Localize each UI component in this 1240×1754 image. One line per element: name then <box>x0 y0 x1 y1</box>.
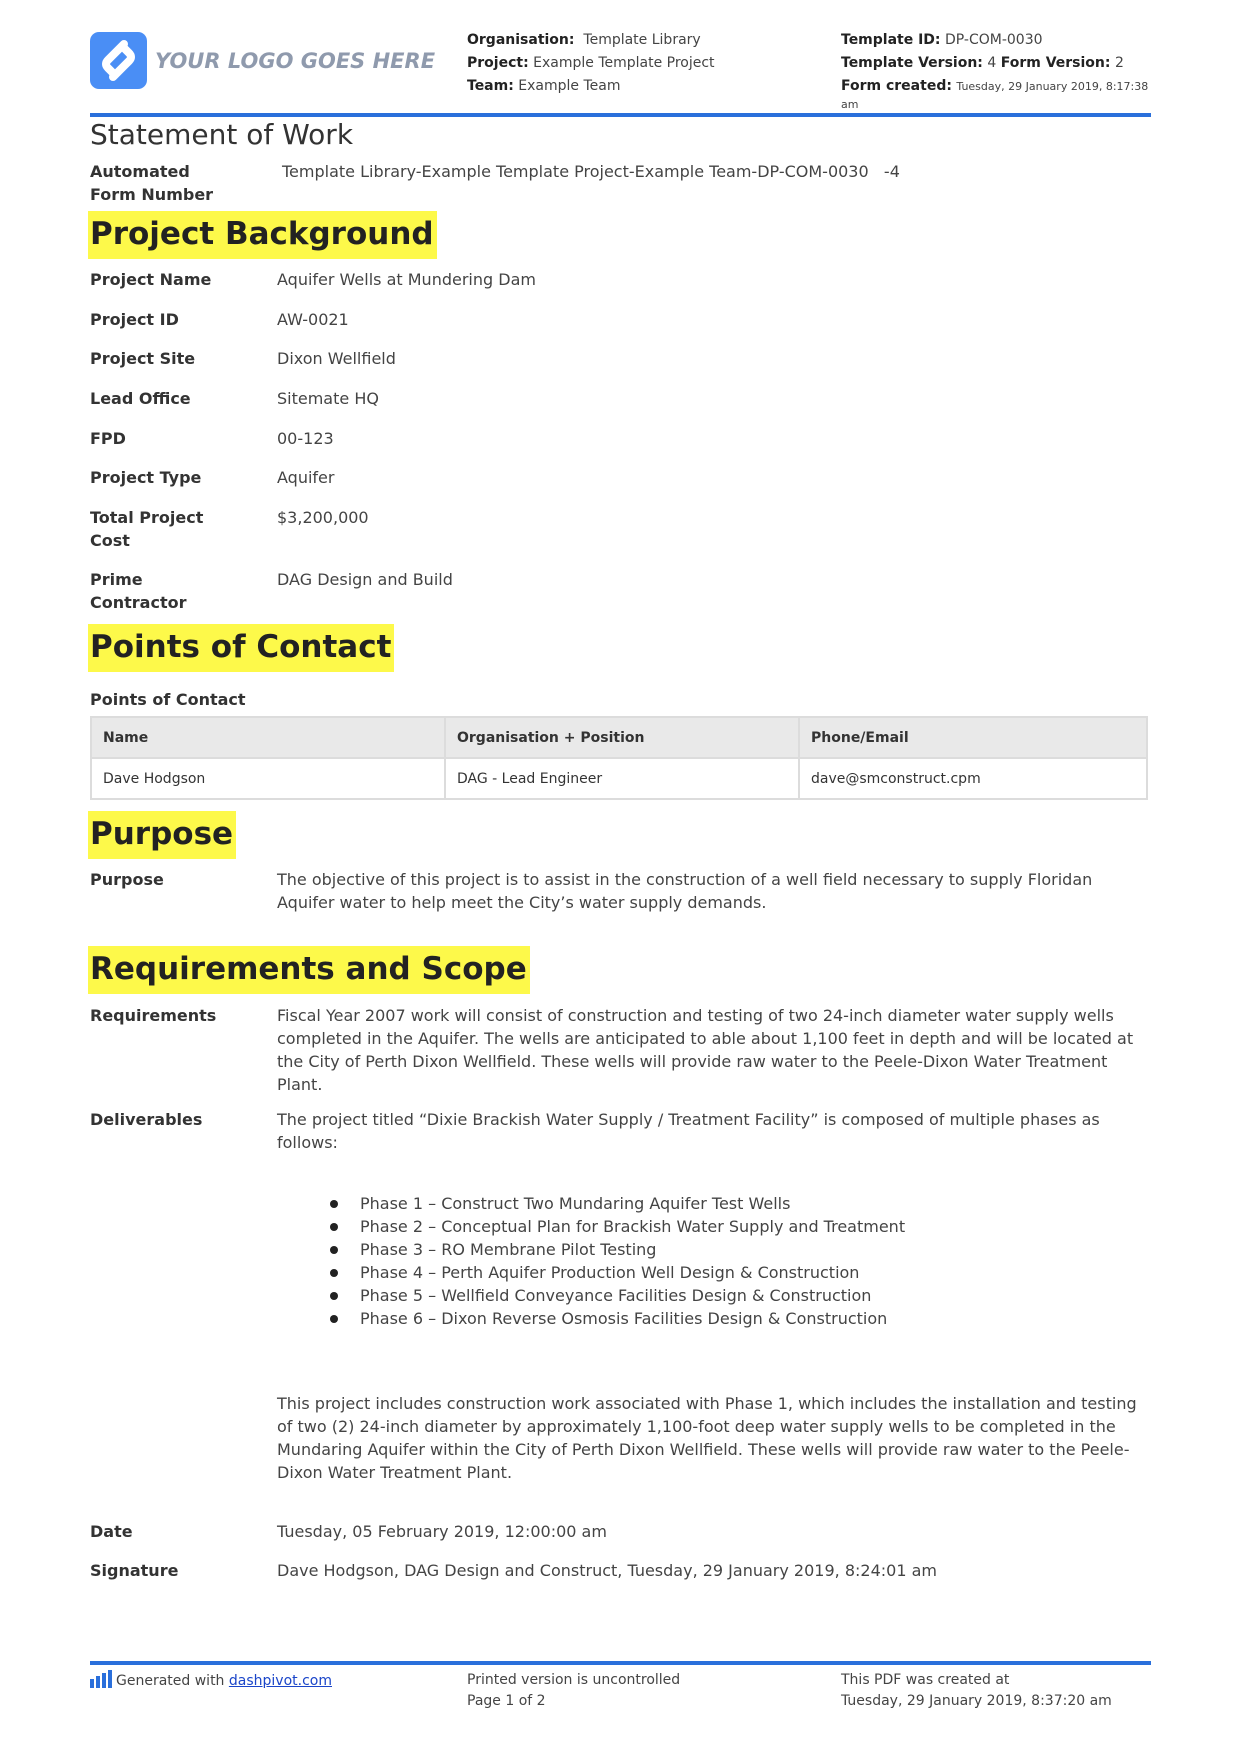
field-label-total-project-cost-line1: Total Project <box>90 508 204 527</box>
phase-text: Phase 5 – Wellfield Conveyance Facilities Design & Construction <box>360 1286 872 1305</box>
form-version-label: Form Version: <box>1000 55 1111 71</box>
team-label: Team: <box>467 78 514 94</box>
bullet-icon <box>330 1292 338 1300</box>
phase-text: Phase 3 – RO Membrane Pilot Testing <box>360 1240 657 1259</box>
field-label-fpd: FPD <box>90 429 126 448</box>
form-created-suffix: am <box>841 98 859 111</box>
bullet-icon <box>330 1200 338 1208</box>
dashpivot-link[interactable]: dashpivot.com <box>228 1673 332 1689</box>
table-title: Points of Contact <box>90 690 246 709</box>
phase-text: Phase 4 – Perth Aquifer Production Well Design & Construction <box>360 1263 860 1282</box>
header-template-info <box>841 29 1148 112</box>
field-label-deliverables: Deliverables <box>90 1110 203 1129</box>
section-heading-project-background: Project Background <box>88 211 437 259</box>
field-value-signature: Dave Hodgson, DAG Design and Construct, Tuesday, 29 January 2019, 8:24:01 am <box>277 1561 937 1580</box>
field-value-requirements: Fiscal Year 2007 work will consist of construction and testing of two 24-inch diameter water supply wells completed in the Aquifer. The wells are anticipated to able about 1,100 feet in depth and will be located at the City of Perth Dixon Wellfield. These wells will provide raw water to the Peele-Dixon Water Treatment Plant. <box>277 1006 1134 1094</box>
field-label-purpose: Purpose <box>90 870 164 889</box>
template-version-label: Template Version: <box>841 55 983 71</box>
dashpivot-bars-icon <box>90 1670 112 1688</box>
template-id-value: DP-COM-0030 <box>944 32 1043 48</box>
contacts-table <box>90 716 1148 800</box>
phases-list <box>330 1192 905 1330</box>
footer-printed <box>467 1670 680 1712</box>
field-value-purpose: The objective of this project is to assist in the construction of a well field necessary to supply Floridan Aquifer water to help meet the City’s water supply demands. <box>277 870 1093 912</box>
phase-text: Phase 6 – Dixon Reverse Osmosis Facilities Design & Construction <box>360 1309 888 1328</box>
form-number-label-line1: Automated <box>90 162 190 181</box>
project-label: Project: <box>467 55 529 71</box>
team-value: Example Team <box>518 78 621 94</box>
form-number-value: Template Library-Example Template Project-Example Team-DP-COM-0030 -4 <box>282 162 900 181</box>
field-label-prime-contractor <box>90 568 260 614</box>
field-value-project-id: AW-0021 <box>277 310 349 329</box>
bullet-icon <box>330 1315 338 1323</box>
cell-phone-email: dave@smconstruct.cpm <box>799 758 1147 799</box>
logo-text: YOUR LOGO GOES HERE <box>155 49 436 73</box>
project-value: Example Template Project <box>533 55 715 71</box>
footer-generated <box>90 1670 332 1692</box>
cell-name: Dave Hodgson <box>91 758 445 799</box>
deliverables-intro: The project titled “Dixie Brackish Water Supply / Treatment Facility” is composed of multiple phases as follows: <box>277 1110 1100 1152</box>
field-label-prime-contractor-line2: Contractor <box>90 593 187 612</box>
form-created-value: Tuesday, 29 January 2019, 8:17:38 <box>956 80 1149 93</box>
cell-organisation: DAG - Lead Engineer <box>445 758 799 799</box>
header-divider <box>90 113 1151 117</box>
field-label-project-type: Project Type <box>90 468 202 487</box>
field-value-date: Tuesday, 05 February 2019, 12:00:00 am <box>277 1522 607 1541</box>
template-id-label: Template ID: <box>841 32 941 48</box>
column-header-organisation: Organisation + Position <box>445 717 799 758</box>
form-number-label <box>90 160 260 206</box>
footer-divider <box>90 1661 1151 1665</box>
field-value-lead-office: Sitemate HQ <box>277 389 379 408</box>
table-header-row <box>91 717 1147 758</box>
deliverables-closing: This project includes construction work associated with Phase 1, which includes the installation and testing of two (2) 24-inch diameter by approximately 1,100-foot deep water supply wells to be completed in the Mundaring Aquifer within the City of Perth Dixon Wellfield. These wells will provide raw water to the Peele-Dixon Water Treatment Plant. <box>277 1394 1137 1482</box>
organisation-value: Template Library <box>583 32 701 48</box>
field-value-total-project-cost: $3,200,000 <box>277 508 369 527</box>
pdf-created-timestamp: Tuesday, 29 January 2019, 8:37:20 am <box>841 1693 1112 1709</box>
list-item <box>330 1307 905 1330</box>
field-value-prime-contractor: DAG Design and Build <box>277 570 453 589</box>
field-label-signature: Signature <box>90 1561 179 1580</box>
field-label-project-site: Project Site <box>90 349 196 368</box>
field-label-project-name: Project Name <box>90 270 212 289</box>
section-heading-requirements-scope: Requirements and Scope <box>88 946 530 994</box>
field-label-date: Date <box>90 1522 133 1541</box>
bullet-icon <box>330 1223 338 1231</box>
form-number-label-line2: Form Number <box>90 185 214 204</box>
section-heading-points-of-contact: Points of Contact <box>88 624 394 672</box>
template-version-value: 4 <box>987 55 997 71</box>
field-label-lead-office: Lead Office <box>90 389 191 408</box>
table-row <box>91 758 1147 799</box>
section-heading-purpose: Purpose <box>88 811 236 859</box>
logo-icon <box>90 32 147 89</box>
pdf-created-label: This PDF was created at <box>841 1672 1010 1688</box>
column-header-phone-email: Phone/Email <box>799 717 1147 758</box>
form-version-value: 2 <box>1114 55 1124 71</box>
form-created-label: Form created: <box>841 78 952 94</box>
page-number: Page 1 of 2 <box>467 1693 546 1709</box>
bullet-icon <box>330 1269 338 1277</box>
phase-text: Phase 1 – Construct Two Mundaring Aquifer Test Wells <box>360 1194 791 1213</box>
field-value-project-site: Dixon Wellfield <box>277 349 396 368</box>
list-item <box>330 1215 905 1238</box>
bullet-icon <box>330 1246 338 1254</box>
generated-text: Generated with <box>116 1673 225 1689</box>
list-item <box>330 1238 905 1261</box>
page-title: Statement of Work <box>90 118 354 151</box>
organisation-label: Organisation: <box>467 32 575 48</box>
printed-uncontrolled: Printed version is uncontrolled <box>467 1672 681 1688</box>
list-item <box>330 1261 905 1284</box>
logo-mark-icon <box>90 32 147 89</box>
list-item <box>330 1284 905 1307</box>
phase-text: Phase 2 – Conceptual Plan for Brackish Water Supply and Treatment <box>360 1217 906 1236</box>
list-item <box>330 1192 905 1215</box>
column-header-name: Name <box>91 717 445 758</box>
field-label-total-project-cost-line2: Cost <box>90 531 130 550</box>
field-label-total-project-cost <box>90 506 260 552</box>
footer-pdf-created <box>841 1670 1112 1712</box>
header-project-info <box>467 29 715 98</box>
field-label-requirements: Requirements <box>90 1006 217 1025</box>
field-value-project-type: Aquifer <box>277 468 335 487</box>
field-value-fpd: 00-123 <box>277 429 334 448</box>
field-value-project-name: Aquifer Wells at Mundering Dam <box>277 270 536 289</box>
field-label-project-id: Project ID <box>90 310 179 329</box>
field-label-prime-contractor-line1: Prime <box>90 570 143 589</box>
